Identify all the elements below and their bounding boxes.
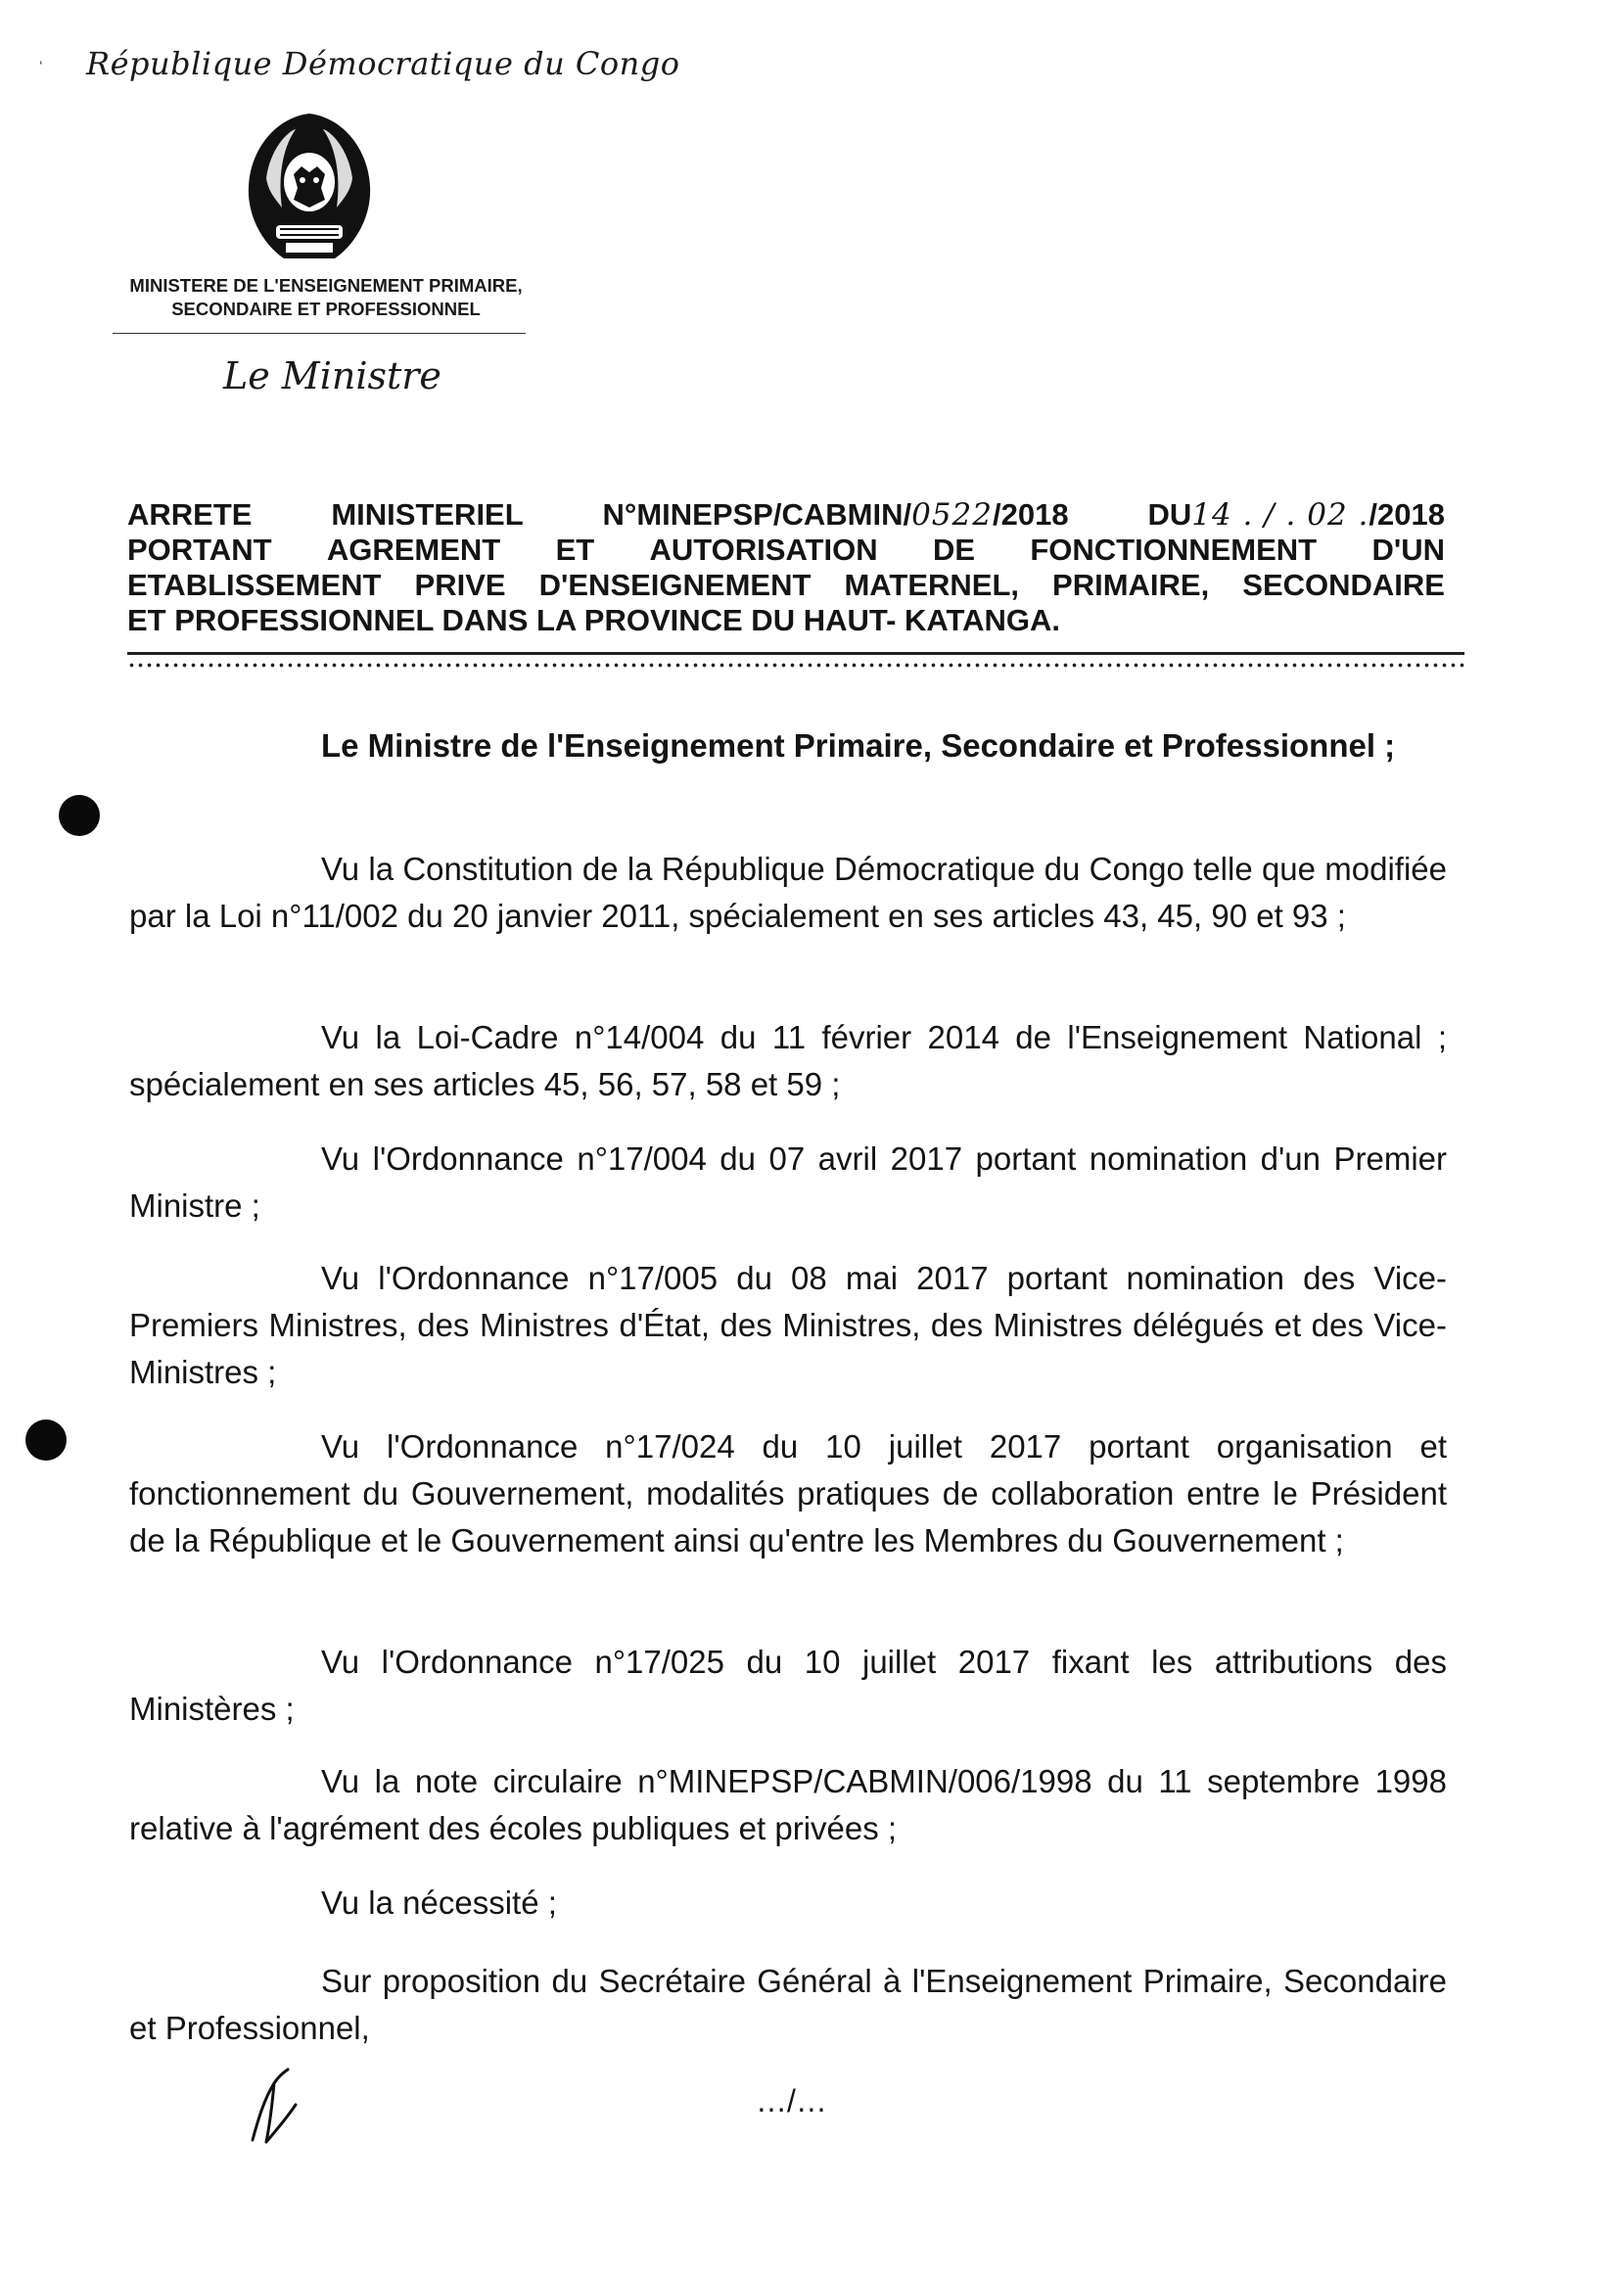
decree-number: N°MINEPSP/CABMIN/0522/2018 (602, 497, 1069, 533)
paragraph-constitution: Vu la Constitution de la République Démocratique du Congo telle que modifiée par la Loi n°11/002 du 20 janvier 2011, spécialement en ses articles 43, 45, 90 et 93 ; (129, 851, 1447, 934)
ministry-name (106, 274, 546, 321)
title-line-4: ET PROFESSIONNEL DANS LA PROVINCE DU HAUT- KATANGA. (127, 603, 1061, 637)
paragraph-note-circulaire: Vu la note circulaire n°MINEPSP/CABMIN/006/1998 du 11 septembre 1998 relative à l'agrément des écoles publiques et privées ; (129, 1763, 1447, 1846)
title-dotted-rule (127, 662, 1464, 669)
handwritten-date: 14 . / . 02 . (1191, 497, 1369, 533)
title-word: MINISTERIEL (331, 497, 524, 532)
decree-date: DU14 . / . 02 ./2018 (1147, 497, 1445, 533)
paragraph-ordonnance-025: Vu l'Ordonnance n°17/025 du 10 juillet 2017 fixant les attributions des Ministères ; (129, 1644, 1447, 1727)
title-line-2: PORTANT AGREMENT ET AUTORISATION DE FONCTIONNEMENT D'UN (127, 533, 1445, 567)
ministry-line-2: SECONDAIRE ET PROFESSIONNEL (171, 299, 481, 319)
title-underline (127, 652, 1464, 655)
paragraph-ordonnance-004: Vu l'Ordonnance n°17/004 du 07 avril 2017 portant nomination d'un Premier Ministre ; (129, 1140, 1447, 1224)
continuation-mark: …/… (756, 2083, 827, 2118)
minister-title: Le Ministre (223, 354, 441, 397)
paragraph-loi-cadre: Vu la Loi-Cadre n°14/004 du 11 février 2014 de l'Enseignement National ; spécialement en ses articles 45, 56, 57, 58 et 59 ; (129, 1019, 1447, 1102)
handwritten-number: 0522 (911, 497, 993, 533)
paragraph-proposition: Sur proposition du Secrétaire Général à l'Enseignement Primaire, Secondaire et Professionnel, (129, 1963, 1447, 2046)
title-word: ARRETE (127, 497, 253, 532)
punch-hole-mark (59, 795, 100, 836)
letterhead-divider (113, 333, 526, 334)
margin-mark: ‘ (39, 59, 43, 75)
minister-intro: Le Ministre de l'Enseignement Primaire, Secondaire et Professionnel ; (321, 727, 1396, 764)
punch-hole-mark (25, 1419, 67, 1461)
initials-mark (245, 2060, 303, 2148)
decree-title (127, 497, 1445, 638)
paragraph-ordonnance-024: Vu l'Ordonnance n°17/024 du 10 juillet 2017 portant organisation et fonctionnement du Gouvernement, modalités pratiques de collaboration entre le Président de la République et le Gouvernement ainsi qu'entre les Membres du Gouvernement ; (129, 1428, 1447, 1558)
title-line-1 (127, 497, 1445, 533)
title-line-3: ETABLISSEMENT PRIVE D'ENSEIGNEMENT MATERNEL, PRIMAIRE, SECONDAIRE (127, 568, 1445, 602)
coat-of-arms-emblem (237, 110, 382, 266)
paragraph-ordonnance-005: Vu l'Ordonnance n°17/005 du 08 mai 2017 portant nomination des Vice-Premiers Ministres, des Ministres d'État, des Ministres, des Ministres délégués et des Vice-Ministres ; (129, 1260, 1447, 1390)
paragraph-necessite: Vu la nécessité ; (321, 1884, 557, 1921)
republic-heading: République Démocratique du Congo (86, 45, 680, 82)
ministry-line-1: MINISTERE DE L'ENSEIGNEMENT PRIMAIRE, (129, 275, 523, 296)
